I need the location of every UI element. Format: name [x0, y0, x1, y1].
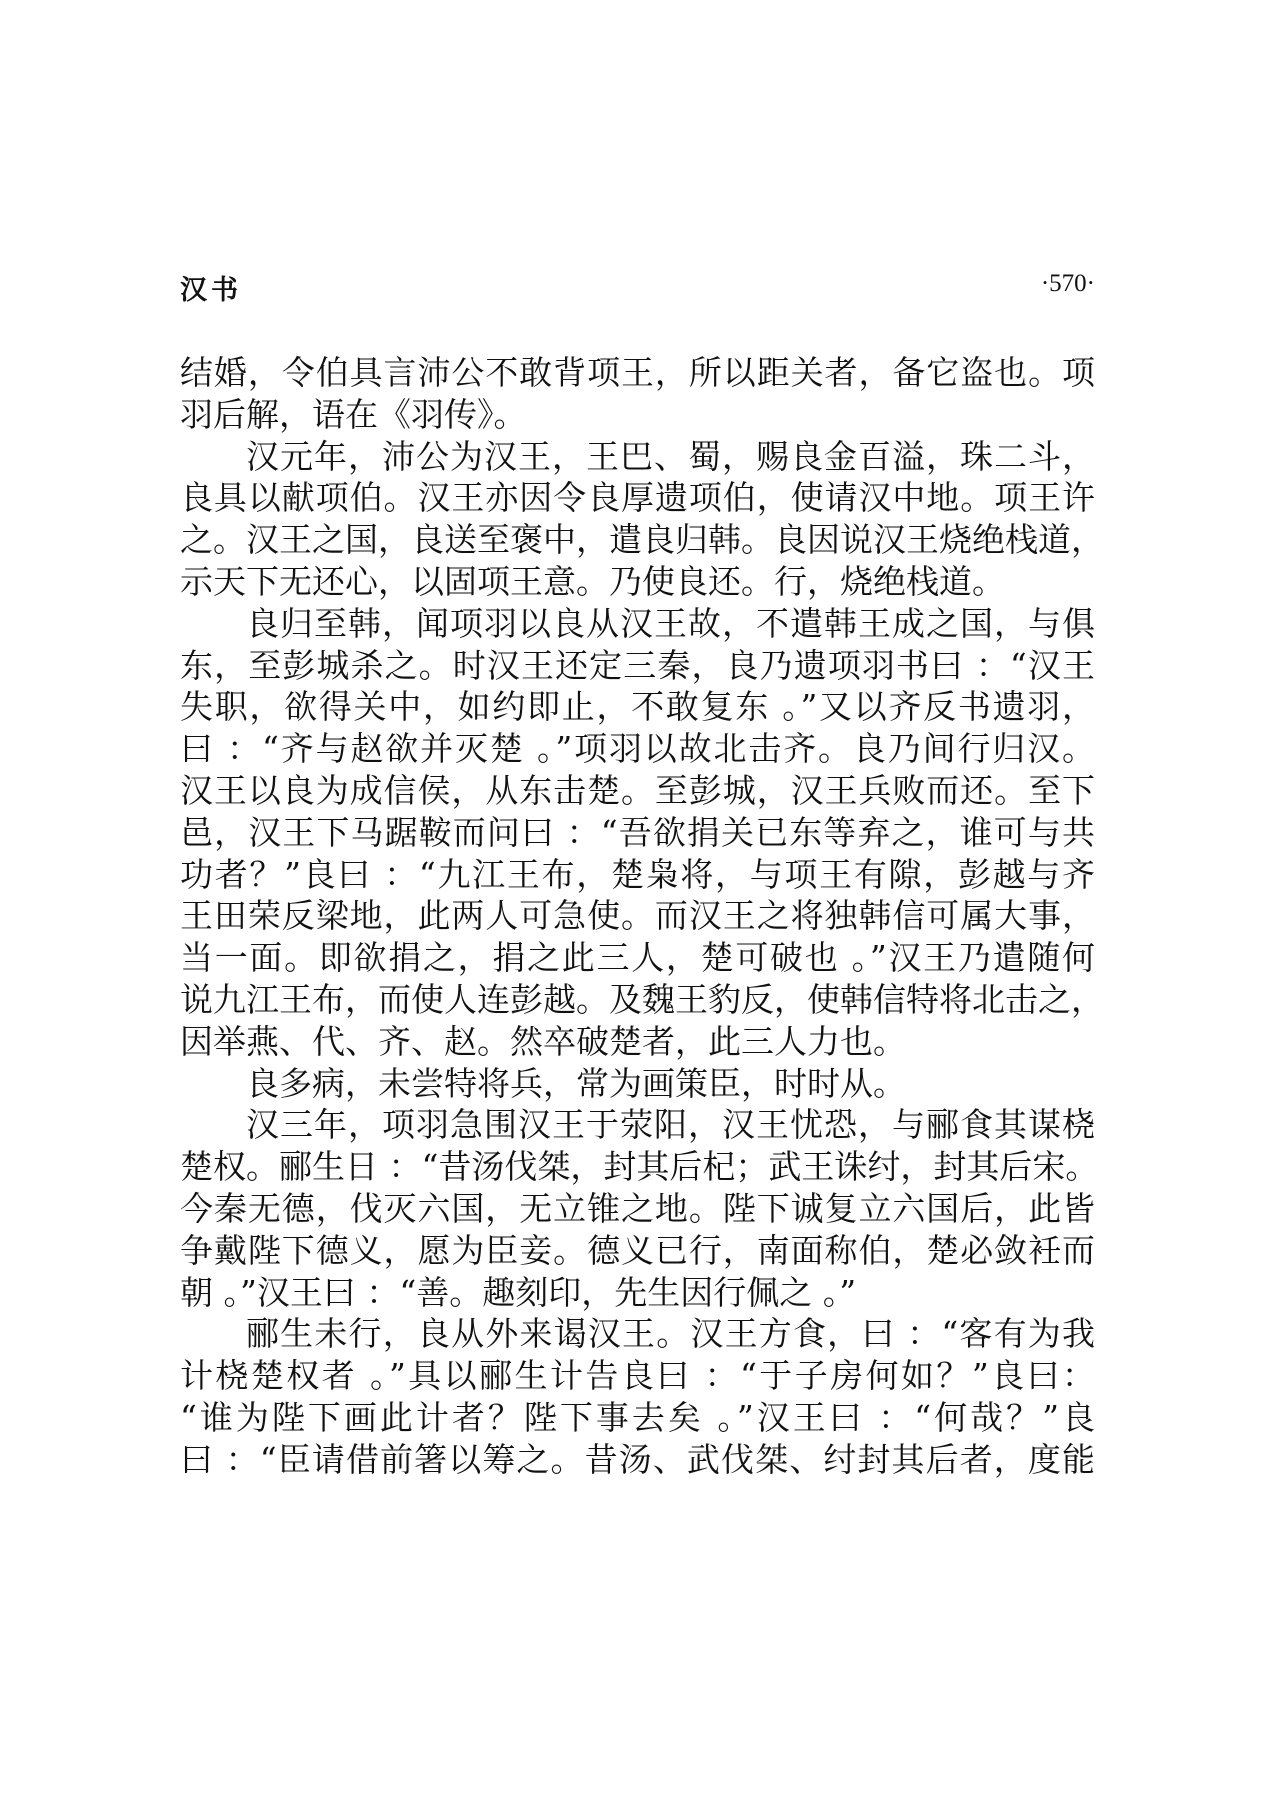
text-line: 计桡楚权者 。”具以郦生计告良曰 ：“于子房何如？”良曰： — [180, 1356, 1095, 1396]
page-header — [180, 268, 1095, 308]
paragraph-start-line: 郦生未行，良从外来谒汉王。汉王方食，曰 ：“客有为我 — [246, 1314, 1095, 1354]
text-line: 今秦无德，伐灭六国，无立锥之地。陛下诚复立六国后，此皆 — [180, 1188, 1095, 1228]
text-line: 邑，汉王下马踞鞍而问曰 ：“吾欲捐关已东等弃之，谁可与共 — [180, 812, 1095, 852]
text-line: 失职，欲得关中，如约即止，不敢复东 。”又以齐反书遗羽， — [180, 687, 1095, 727]
text-line: 汉王以良为成信侯，从东击楚。至彭城，汉王兵败而还。至下 — [180, 770, 1095, 810]
body-text — [180, 352, 1104, 1481]
text-line: 羽后解，语在《羽传》。 — [180, 394, 527, 434]
paragraph-start-line: 汉三年，项羽急围汉王于荥阳，汉王忧恐，与郦食其谋桡 — [246, 1105, 1095, 1145]
text-line: 功者？”良曰 ：“九江王布，楚枭将，与项王有隙，彭越与齐 — [180, 854, 1095, 894]
text-line: “谁为陛下画此计者？陛下事去矣 。”汉王曰 ：“何哉？”良 — [180, 1397, 1095, 1437]
text-line: 争戴陛下德义，愿为臣妾。德义已行，南面称伯，楚必敛衽而 — [180, 1230, 1095, 1270]
paragraph-start-line: 良多病，未尝特将兵，常为画策臣，时时从。 — [246, 1063, 906, 1103]
text-line: 王田荣反梁地，此两人可急使。而汉王之将独韩信可属大事， — [180, 896, 1095, 936]
text-line: 示天下无还心，以固项王意。乃使良还。行，烧绝栈道。 — [180, 561, 1005, 601]
text-line: 说九江王布，而使人连彭越。及魏王豹反，使韩信特将北击之， — [180, 979, 1104, 1019]
paragraph-start-line: 汉元年，沛公为汉王，王巴、蜀，赐良金百溢，珠二斗， — [246, 436, 1095, 476]
text-line: 曰 ：“臣请借前箸以筹之。昔汤、武伐桀、纣封其后者，度能 — [180, 1439, 1095, 1479]
text-line: 东，至彭城杀之。时汉王还定三秦，良乃遗项羽书曰 ：“汉王 — [180, 645, 1095, 685]
text-line: 朝 。”汉王曰 ：“善。趣刻印，先生因行佩之 。” — [180, 1272, 857, 1312]
text-line: 楚权。郦生日 ：“昔汤伐桀，封其后杞；武王诛纣，封其后宋。 — [180, 1147, 1099, 1187]
text-line: 结婚，令伯具言沛公不敢背项王，所以距关者，备它盗也。项 — [180, 353, 1095, 392]
paragraph-start-line: 良归至韩，闻项羽以良从汉王故，不遣韩王成之国，与俱 — [246, 603, 1095, 643]
text-line: 曰 ：“齐与赵欲并灭楚 。”项羽以故北击齐。良乃间行归汉。 — [180, 729, 1095, 769]
text-line: 当一面。即欲捐之，捐之此三人，楚可破也 。”汉王乃遣随何 — [180, 938, 1095, 978]
text-line: 因举燕、代、齐、赵。然卒破楚者，此三人力也。 — [180, 1021, 906, 1061]
text-line: 之。汉王之国，良送至褒中，遣良归韩。良因说汉王烧绝栈道， — [180, 520, 1104, 560]
running-header-title: 汉书 — [180, 275, 242, 306]
page-number: ·570· — [1040, 270, 1095, 297]
text-line: 良具以献项伯。汉王亦因令良厚遗项伯，使请汉中地。项王许 — [180, 478, 1095, 518]
